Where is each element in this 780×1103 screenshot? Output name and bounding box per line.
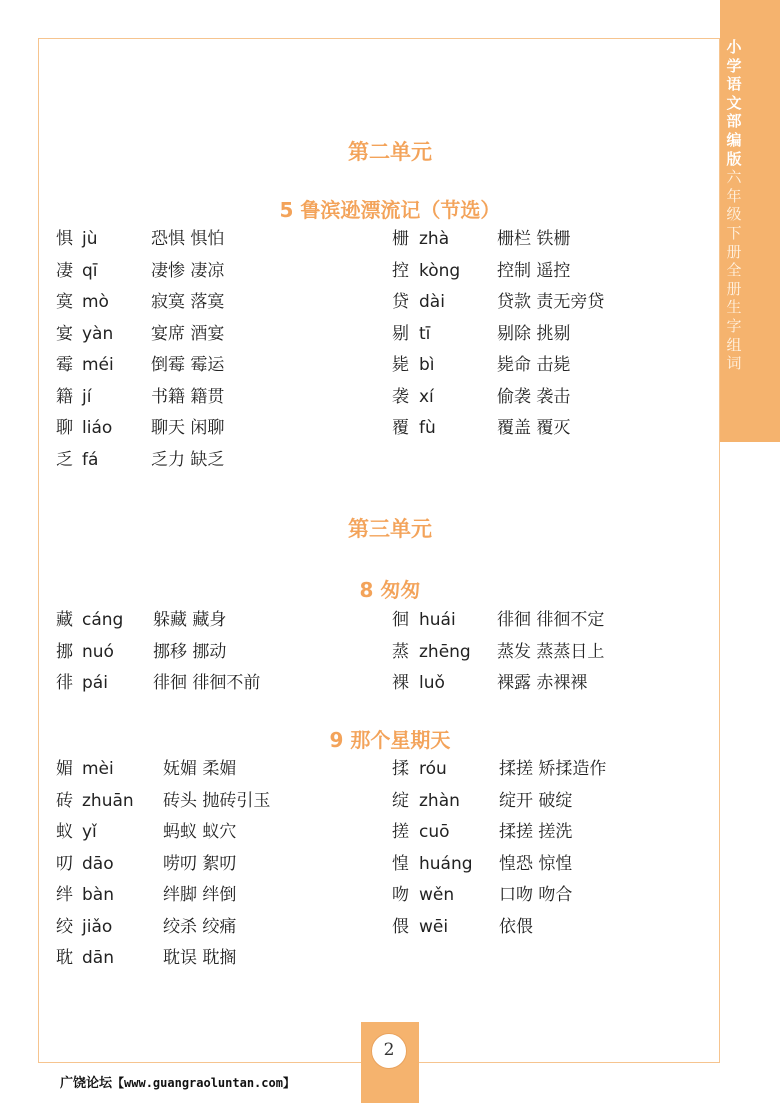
character: 偎 — [392, 916, 409, 937]
word-group: 恐惧 惧怕 — [151, 229, 225, 249]
pinyin: mèi — [82, 759, 114, 779]
word-group: 绽开 破绽 — [499, 790, 573, 811]
pinyin: fù — [419, 418, 436, 438]
word-row — [0, 322, 720, 346]
pinyin: zhēng — [419, 641, 471, 662]
word-row — [0, 416, 720, 440]
pinyin: jí — [82, 386, 92, 407]
word-group: 躲藏 藏身 — [153, 610, 227, 630]
word-group: 挪移 挪动 — [153, 641, 227, 662]
pinyin: kòng — [419, 260, 461, 281]
pinyin: fá — [82, 449, 99, 470]
word-group: 徘徊 徘徊不前 — [153, 673, 261, 693]
character: 裸 — [392, 673, 409, 693]
character: 贷 — [392, 292, 409, 312]
word-group: 毙命 击毙 — [497, 355, 571, 375]
word-group: 贷款 责无旁贷 — [497, 292, 605, 312]
word-group: 倒霉 霉运 — [151, 355, 225, 375]
pinyin: wēi — [419, 916, 449, 937]
pinyin: bàn — [82, 885, 114, 905]
character: 吻 — [392, 885, 409, 905]
side-tab-line1: 小学语文部编版 — [726, 38, 742, 168]
pinyin: cáng — [82, 610, 124, 630]
word-group: 蒸发 蒸蒸日上 — [497, 641, 605, 662]
character: 挪 — [56, 641, 73, 662]
word-group: 揉搓 矫揉造作 — [499, 759, 607, 779]
character: 籍 — [56, 386, 73, 407]
pinyin: luǒ — [419, 673, 445, 693]
word-row — [0, 852, 720, 876]
word-row — [0, 946, 720, 970]
character: 栅 — [392, 229, 409, 249]
pinyin: liáo — [82, 418, 113, 438]
word-group: 唠叨 絮叨 — [163, 853, 237, 874]
word-group: 耽误 耽搁 — [163, 948, 237, 968]
word-row — [0, 259, 720, 283]
character: 徘 — [56, 673, 73, 693]
character: 蚁 — [56, 822, 73, 842]
word-row — [0, 915, 720, 939]
character: 霉 — [56, 355, 73, 375]
page-number: 2 — [371, 1033, 407, 1069]
footer — [60, 1072, 295, 1091]
word-row — [0, 671, 720, 695]
word-group: 寂寞 落寞 — [151, 292, 225, 312]
lesson-title-5: 5 鲁滨逊漂流记（节选） — [279, 198, 501, 222]
character: 寞 — [56, 292, 73, 312]
pinyin: mò — [82, 292, 109, 312]
character: 覆 — [392, 418, 409, 438]
character: 惧 — [56, 229, 73, 249]
word-group: 乏力 缺乏 — [151, 449, 225, 470]
character: 绞 — [56, 916, 73, 937]
word-row — [0, 448, 720, 472]
word-row — [0, 883, 720, 907]
word-group: 聊天 闲聊 — [151, 418, 225, 438]
word-group: 栅栏 铁栅 — [497, 229, 571, 249]
word-group: 宴席 酒宴 — [151, 323, 225, 344]
pinyin: dāo — [82, 853, 114, 874]
character: 耽 — [56, 948, 73, 968]
character: 绽 — [392, 790, 409, 811]
word-group: 偷袭 袭击 — [497, 386, 571, 407]
pinyin: huáng — [419, 853, 473, 874]
word-row — [0, 227, 720, 251]
character: 揉 — [392, 759, 409, 779]
word-row — [0, 608, 720, 632]
pinyin: méi — [82, 355, 114, 375]
word-group: 控制 遥控 — [497, 260, 571, 281]
lesson-title-8: 8 匆匆 — [359, 578, 421, 602]
pinyin: nuó — [82, 641, 114, 662]
word-group: 徘徊 徘徊不定 — [497, 610, 605, 630]
pinyin: cuō — [419, 822, 450, 842]
character: 剔 — [392, 323, 409, 344]
pinyin: dān — [82, 948, 114, 968]
character: 聊 — [56, 418, 73, 438]
word-row — [0, 385, 720, 409]
word-row — [0, 640, 720, 664]
character: 搓 — [392, 822, 409, 842]
word-group: 惶恐 惊惶 — [499, 853, 573, 874]
unit-title-2: 第二单元 — [348, 140, 432, 164]
pinyin: tī — [419, 323, 431, 344]
word-group: 妩媚 柔媚 — [163, 759, 237, 779]
pinyin: yǐ — [82, 822, 97, 842]
pinyin: jiǎo — [82, 916, 113, 937]
word-group: 裸露 赤裸裸 — [497, 673, 588, 693]
word-group: 蚂蚁 蚁穴 — [163, 822, 237, 842]
character: 惶 — [392, 853, 409, 874]
word-group: 凄惨 凄凉 — [151, 260, 225, 281]
footer-site: 广饶论坛 — [60, 1076, 113, 1091]
pinyin: jù — [82, 229, 98, 249]
word-group: 绞杀 绞痛 — [163, 916, 237, 937]
word-group: 口吻 吻合 — [499, 885, 573, 905]
word-group: 剔除 挑剔 — [497, 323, 571, 344]
pinyin: zhàn — [419, 790, 460, 811]
character: 宴 — [56, 323, 73, 344]
word-row — [0, 353, 720, 377]
character: 砖 — [56, 790, 73, 811]
word-row — [0, 757, 720, 781]
pinyin: bì — [419, 355, 435, 375]
pinyin: dài — [419, 292, 445, 312]
character: 毙 — [392, 355, 409, 375]
character: 绊 — [56, 885, 73, 905]
footer-url: 【www.guangraoluntan.com】 — [112, 1076, 295, 1090]
character: 蒸 — [392, 641, 409, 662]
side-tab-line2: 六年级下册 — [726, 168, 742, 261]
word-group: 砖头 抛砖引玉 — [163, 790, 271, 811]
lesson-title-9: 9 那个星期天 — [329, 728, 451, 752]
pinyin: pái — [82, 673, 108, 693]
character: 叨 — [56, 853, 73, 874]
pinyin: xí — [419, 386, 434, 407]
pinyin: wěn — [419, 885, 455, 905]
pinyin: yàn — [82, 323, 114, 344]
character: 凄 — [56, 260, 73, 281]
character: 徊 — [392, 610, 409, 630]
word-group: 书籍 籍贯 — [151, 386, 225, 407]
character: 藏 — [56, 610, 73, 630]
pinyin: róu — [419, 759, 447, 779]
word-group: 依偎 — [499, 916, 533, 937]
character: 控 — [392, 260, 409, 281]
word-group: 绊脚 绊倒 — [163, 885, 237, 905]
pinyin: huái — [419, 610, 456, 630]
word-row — [0, 789, 720, 813]
word-row — [0, 290, 720, 314]
word-group: 揉搓 搓洗 — [499, 822, 573, 842]
word-group: 覆盖 覆灭 — [497, 418, 571, 438]
character: 乏 — [56, 449, 73, 470]
character: 媚 — [56, 759, 73, 779]
word-row — [0, 820, 720, 844]
unit-title-3: 第三单元 — [348, 517, 432, 541]
pinyin: zhà — [419, 229, 450, 249]
pinyin: qī — [82, 260, 98, 281]
side-tab-line3: 全册生字组词 — [726, 261, 742, 373]
page-frame — [38, 38, 720, 1063]
character: 袭 — [392, 386, 409, 407]
pinyin: zhuān — [82, 790, 134, 811]
